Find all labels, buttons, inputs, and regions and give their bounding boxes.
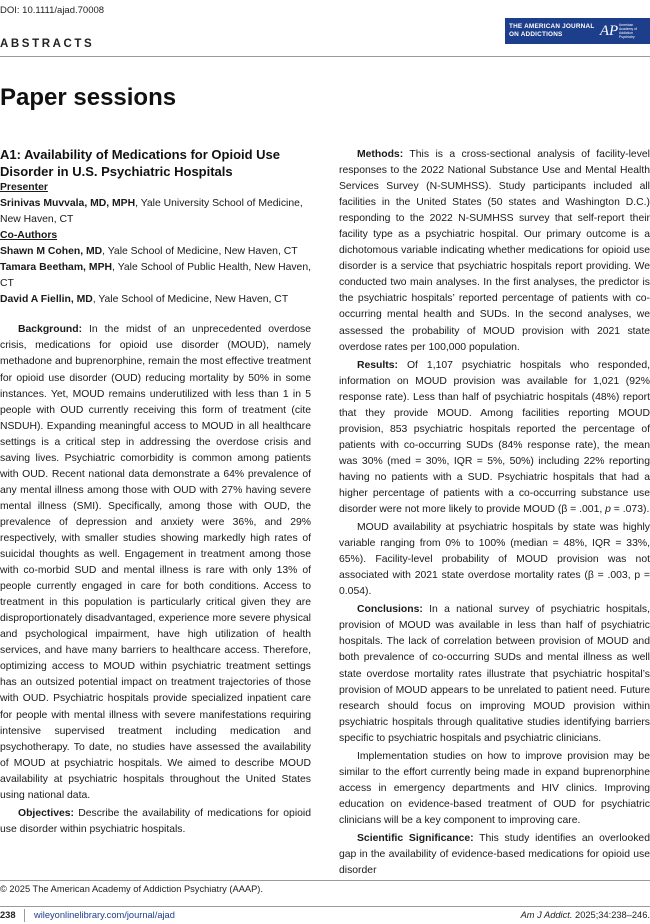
implementation-paragraph: Implementation studies on how to improve provision may be similar to the effort currently being made in expand buprenorphine access in emergency departments and HIV clinics. Improving education on evidence-based treatment of OUD for psychiatric clinicians will be a key component to improving care. [339,750,650,826]
results-text-end: = .073). [610,504,650,516]
significance-text: This study identifies an overlooked gap in the availability of evidence-based medications for opioid use disorder [339,832,650,877]
journal-logo-line1: THE AMERICAN JOURNAL [509,23,595,30]
journal-logo-line2: ON ADDICTIONS [509,31,563,38]
page-number: 238 [0,910,16,920]
coauthor-entry [0,260,311,292]
results-paragraph [339,358,650,518]
footer-divider [0,880,650,881]
methods-text: This is a cross-sectional analysis of facility-level responses to the 2022 National Substance Use and Mental Health Services Survey (N-SUMHSS). Study participants included all facilities in the United States (50 states and Washington D.C.) responding to the 2022 N-SUMHSS survey that self-report their facility type as a psychiatric hospital. Our primary outcome is a dichotomous variable indicating whether medications for opioid use disorder is a service that psychiatric hospitals report providing. We conducted two main analyses. In the first analyses, the predictor is the psychiatric hospitals’ reported percentage of patients with co-occurring mental health and SUDs. In the second analyses, we assessed the probability of MOUD provision with 2021 state overdose rates per 100,000 population. [339,149,650,353]
coauthor-name: Shawn M Cohen, MD [0,246,103,258]
results-text: Of 1,107 psychiatric hospitals who responded, information on MOUD provision was available for 1,021 (92% response rate). Less than half of psychiatric hospitals (48%) report that they provide MOUD. Among facilities reporting MOUD provision, 853 psychiatric hospitals reported the percentage of patients with co-occurring SUDs (84% response rate), the mean was 30% (med = 30%, IQR = 5%, 50%) including 22% reporting having no patients with a SUD. Psychiatric hospitals that had a higher percentage of patients with a co-occurring substance use disorder were not more likely to provide MOUD (β = .001, [339,359,650,516]
conclusions-label: Conclusions: [357,604,423,616]
left-column [0,147,311,838]
journal-logo[interactable] [505,18,650,44]
right-column [339,147,650,879]
results-paragraph-2: MOUD availability at psychiatric hospitals by state was highly variable ranging from 0% to 100% (median = 48%, IQR = 33%, 65%). Facility-level probability of MOUD provision was not associated with 2021 state overdose mortality rates (β = .003, p = 0.054). [339,522,650,598]
presenter-name: Srinivas Muvvala, MD, MPH [0,198,136,210]
coauthor-name: Tamara Beetham, MPH [0,262,113,274]
background-text: In the midst of an unprecedented overdose crisis, medications for opioid use disorder (MOUD), namely methadone and buprenorphine, remain the most effective treatment for opioid use disorder (OUD) reducing mortality by 50% in some instances. Yet, MOUD remains underutilized with less than 1 in 5 people with OUD currently receiving this form of treatment (cite NSDUH). Expanding meaningful access to MOUD in all healthcare settings is a critical step in addressing the overdose crisis and saving lives. Psychiatric comorbidity is common among patients with OUD. Recent national data demonstrate a 64% prevalence of any mental illness among those with OUD with 27% having severe mental illness (SMI). Specifically, among those with OUD, the prevalence of depression and anxiety were 36%, and 29% respectively, with smaller studies showing markedly high rates of suicidal thoughts as well. Engagement in treatment among those with co-morbid SUD and mental illness is rare with only 13% of people currently engaged in care for both conditions. Access to treatment in this population is particularly critical given they are disproportionately disadvantaged, experience more severe physical and psychological impairment, have high utilization of health services, and have many barriers to healthcare access. Therefore, optimizing access to MOUD within psychiatric treatment settings has an outsized potential impact on treatment trajectories of those with OUD. Psychiatric hospitals provide specialized inpatient care for people with mental illness with severe manifestations requiring intensive supervised treatment including medication and psychotherapy. To date, no studies have assessed the availability of MOUD at psychiatric hospitals. We aimed to describe MOUD availability at psychiatric hospitals throughout the United States using national data. [0,324,311,801]
objectives-text: Describe the availability of medications for opioid use disorder within psychiatric hospitals. [0,807,311,835]
aap-logo-icon: AP [599,22,619,39]
coauthor-affiliation: , Yale School of Medicine, New Haven, CT [92,294,289,306]
footer-separator [24,909,25,922]
objectives-label: Objectives: [18,807,75,819]
header-divider [0,56,650,57]
coauthor-name: David A Fiellin, MD [0,294,93,306]
presenter-heading: Presenter [0,182,48,193]
coauthor-affiliation: , Yale School of Public Health, New Haven, CT [0,262,311,290]
doi-line: DOI: 10.1111/ajad.70008 [0,5,105,16]
presenter-affiliation: , Yale University School of Medicine, New Haven, CT [0,198,303,226]
methods-label: Methods: [357,149,404,160]
coauthor-entry [0,244,311,260]
conclusions-text: In a national survey of psychiatric hospitals, provision of MOUD was available in less than half of psychiatric hospitals. The lack of correlation between provision of MOUD and both prevalence of co-occurring SUDs and mental illness as well state overdose mortality rates illustrate that psychiatric hospital’s provision of MOUD appears to be unrelated to patient need. Future research should focus on improving MOUD provision within psychiatric hospitals through qualitative studies identifying barriers specific to psychiatric hospitals and psychiatric clinicians. [339,604,650,744]
copyright-notice: © 2025 The American Academy of Addiction Psychiatry (AAAP). [0,884,263,894]
citation-details: 2025;34:238–246. [572,910,650,920]
page-title: Paper sessions [0,84,177,111]
coauthor-entry [0,292,311,308]
presenter-entry [0,196,311,228]
background-paragraph [0,322,311,803]
section-label: ABSTRACTS [0,38,95,50]
methods-paragraph [339,147,650,356]
results-label: Results: [357,359,398,371]
objectives-paragraph [0,806,311,838]
citation [521,910,650,920]
significance-paragraph [339,831,650,879]
journal-url-link[interactable]: wileyonlinelibrary.com/journal/ajad [34,910,175,920]
p-value-symbol: p [605,504,611,516]
coauthors-heading: Co-Authors [0,230,58,242]
journal-logo-subtitle: American Academy of Addiction Psychiatry [619,23,637,39]
footer-divider-2 [0,906,650,907]
conclusions-paragraph [339,602,650,746]
journal-logo-text [505,23,602,39]
article-title: A1: Availability of Medications for Opioid Use Disorder in U.S. Psychiatric Hospitals [0,147,281,179]
coauthor-affiliation: , Yale School of Medicine, New Haven, CT [102,246,298,258]
background-label: Background: [18,324,83,336]
significance-label: Scientific Significance: [357,832,474,844]
citation-journal: Am J Addict. [520,910,573,920]
